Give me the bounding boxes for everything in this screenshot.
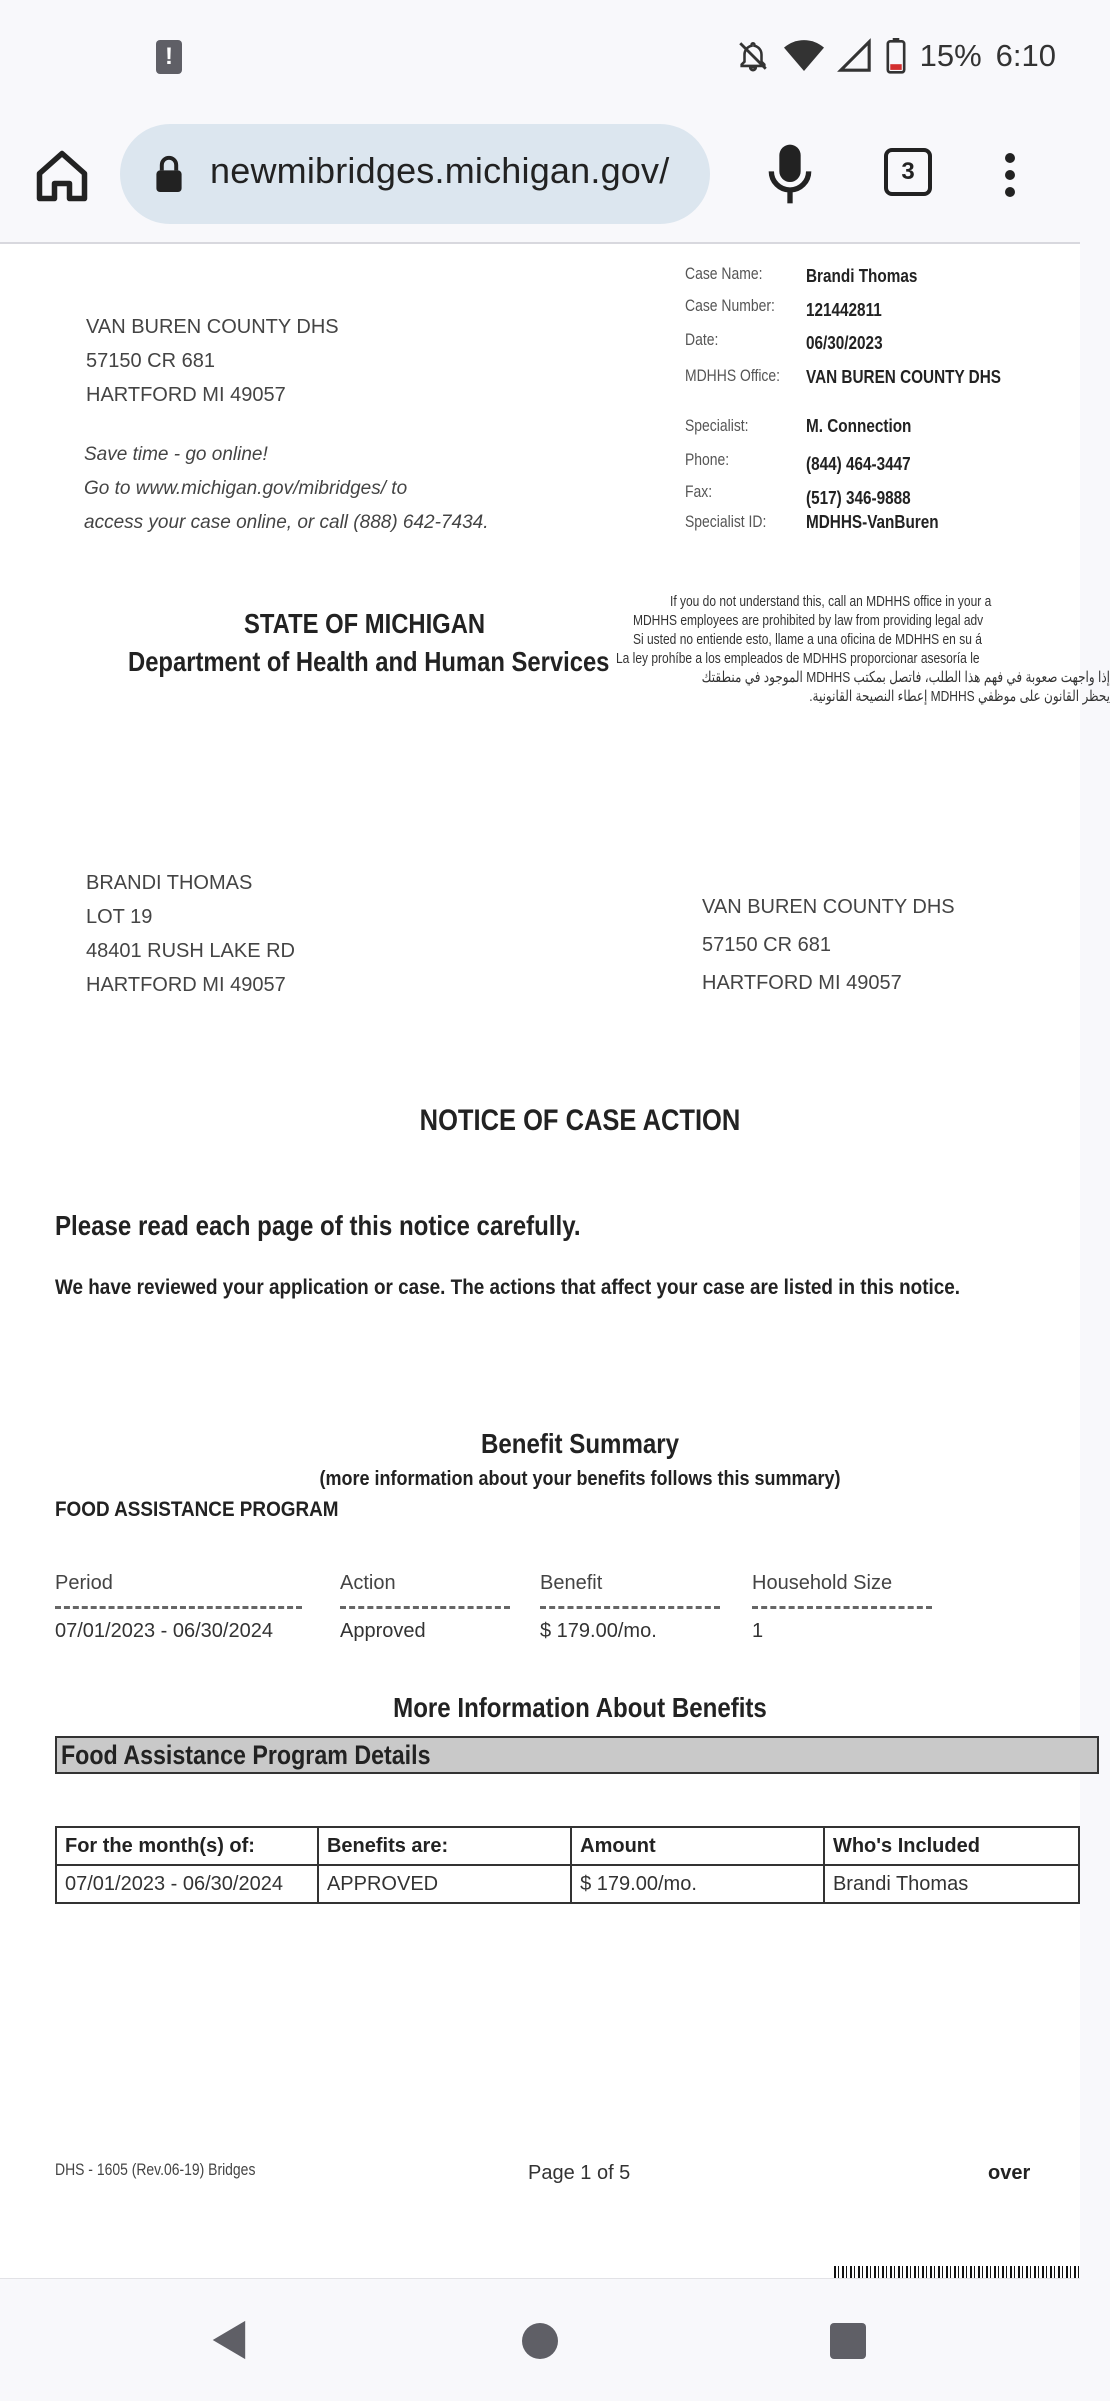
office-line-1: VAN BUREN COUNTY DHS (86, 316, 339, 338)
more-info-title: More Information About Benefits (393, 1692, 767, 1723)
benefit-summary-title: Benefit Summary (480, 1428, 680, 1459)
recent-apps-icon[interactable] (830, 2323, 866, 2359)
language-notice-line: La ley prohíbe a los empleados de MDHHS proporcionar asesoría le (616, 650, 980, 667)
summary-household-value: 1 (752, 1620, 764, 1642)
save-time-line-3: access your case online, or call (888) 642-7434. (84, 512, 489, 533)
section-header-bar (55, 1736, 1099, 1774)
summary-header-period: Period (55, 1572, 113, 1594)
language-notice-line: إذا واجهت صعوبة في فهم هذا الطلب، فاتصل بمكتب MDHHS الموجود في منطقتك (701, 669, 1110, 686)
case-number-label: Case Number: (685, 296, 775, 315)
benefit-summary-subtitle: (more information about your benefits follows this summary) (319, 1468, 841, 1490)
signal-icon (838, 39, 872, 73)
state-title: STATE OF MICHIGAN (244, 608, 486, 639)
language-notice (560, 592, 1110, 706)
please-read-text: Please read each page of this notice carefully. (55, 1210, 581, 1241)
table-cell: 07/01/2023 - 06/30/2024 (56, 1865, 318, 1903)
form-number: DHS - 1605 (Rev.06-19) Bridges (55, 2160, 256, 2179)
summary-divider (540, 1606, 720, 1609)
mute-bell-icon (736, 39, 770, 73)
microphone-icon[interactable] (765, 142, 815, 206)
summary-action-value: Approved (340, 1620, 426, 1642)
specialist-id-value: MDHHS-VanBuren (806, 512, 939, 532)
recipient-line-3: 48401 RUSH LAKE RD (86, 940, 295, 962)
case-name-label: Case Name: (685, 264, 763, 283)
fax-value: (517) 346-9888 (806, 488, 911, 508)
notice-title: NOTICE OF CASE ACTION (419, 1104, 741, 1137)
table-row (56, 1865, 1079, 1903)
phone-label: Phone: (685, 450, 730, 469)
table-cell: Brandi Thomas (824, 1865, 1079, 1903)
home-icon[interactable] (32, 146, 92, 206)
summary-benefit-value: $ 179.00/mo. (540, 1620, 657, 1642)
wifi-icon (784, 39, 824, 73)
status-bar (0, 0, 1080, 112)
language-notice-line: يحظر القانون على موظفي MDHHS إعطاء النصيحة القانونية. (809, 688, 1110, 705)
over-text: over (988, 2162, 1031, 2184)
url-text[interactable]: newmibridges.michigan.gov/ (210, 150, 670, 191)
save-time-line-1: Save time - go online! (84, 444, 268, 465)
tab-switcher-button[interactable]: 3 (884, 148, 932, 196)
more-menu-icon[interactable] (996, 146, 1024, 206)
table-header-cell: Amount (571, 1827, 824, 1865)
language-notice-line: If you do not understand this, call an MDHHS office in your a (670, 593, 992, 610)
specialist-value: M. Connection (806, 416, 912, 436)
case-name-value: Brandi Thomas (806, 266, 918, 286)
battery-percent: 15% (919, 38, 982, 73)
summary-header-action: Action (340, 1572, 396, 1594)
date-value: 06/30/2023 (806, 333, 883, 353)
language-notice-line: Si usted no entiende esto, llame a una oficina de MDHHS en su á (633, 631, 982, 648)
fax-label: Fax: (685, 482, 713, 501)
section-header-text: Food Assistance Program Details (61, 1740, 431, 1770)
office-line-2: 57150 CR 681 (86, 350, 215, 372)
language-notice-line: MDHHS employees are prohibited by law from providing legal adv (633, 612, 984, 629)
recipient-line-1: BRANDI THOMAS (86, 872, 253, 894)
table-header-cell: For the month(s) of: (56, 1827, 318, 1865)
save-time-line-2: Go to www.michigan.gov/mibridges/ to (84, 478, 408, 499)
return-office-line-2: 57150 CR 681 (702, 934, 831, 956)
table-header-cell: Who's Included (824, 1827, 1079, 1865)
phone-value: (844) 464-3447 (806, 454, 911, 474)
return-office-line-1: VAN BUREN COUNTY DHS (702, 896, 955, 918)
details-table (55, 1826, 1080, 1904)
back-icon[interactable] (208, 2319, 248, 2361)
alert-icon: ! (156, 40, 182, 74)
barcode (834, 2266, 1080, 2278)
summary-divider (340, 1606, 510, 1609)
table-cell: $ 179.00/mo. (571, 1865, 824, 1903)
status-icons (736, 34, 1056, 78)
navigation-bar (0, 2278, 1080, 2401)
table-header-cell: Benefits are: (318, 1827, 571, 1865)
program-name: FOOD ASSISTANCE PROGRAM (55, 1498, 339, 1521)
specialist-id-label: Specialist ID: (685, 512, 767, 531)
office-line-3: HARTFORD MI 49057 (86, 384, 286, 406)
clock: 6:10 (995, 38, 1056, 73)
summary-divider (55, 1606, 302, 1609)
battery-icon (886, 38, 906, 74)
address-bar[interactable] (120, 124, 710, 224)
return-office-line-3: HARTFORD MI 49057 (702, 972, 902, 994)
summary-header-benefit: Benefit (540, 1572, 603, 1594)
table-cell: APPROVED (318, 1865, 571, 1903)
department-title: Department of Health and Human Services (128, 646, 610, 677)
lock-icon (154, 156, 184, 192)
date-label: Date: (685, 330, 719, 349)
document-page[interactable] (0, 244, 1110, 2278)
home-nav-icon[interactable] (522, 2323, 558, 2359)
office-label: MDHHS Office: (685, 366, 781, 385)
summary-divider (752, 1606, 932, 1609)
table-header-row (56, 1827, 1079, 1865)
summary-period-value: 07/01/2023 - 06/30/2024 (55, 1620, 273, 1642)
reviewed-text: We have reviewed your application or case. The actions that affect your case are listed in this notice. (55, 1276, 961, 1299)
recipient-line-4: HARTFORD MI 49057 (86, 974, 286, 996)
summary-header-household-size: Household Size (752, 1572, 893, 1594)
recipient-line-2: LOT 19 (86, 906, 153, 928)
page-number: Page 1 of 5 (528, 2162, 631, 2184)
specialist-label: Specialist: (685, 416, 749, 435)
browser-toolbar (0, 112, 1080, 244)
case-number-value: 121442811 (806, 300, 882, 320)
office-value: VAN BUREN COUNTY DHS (806, 367, 1001, 387)
